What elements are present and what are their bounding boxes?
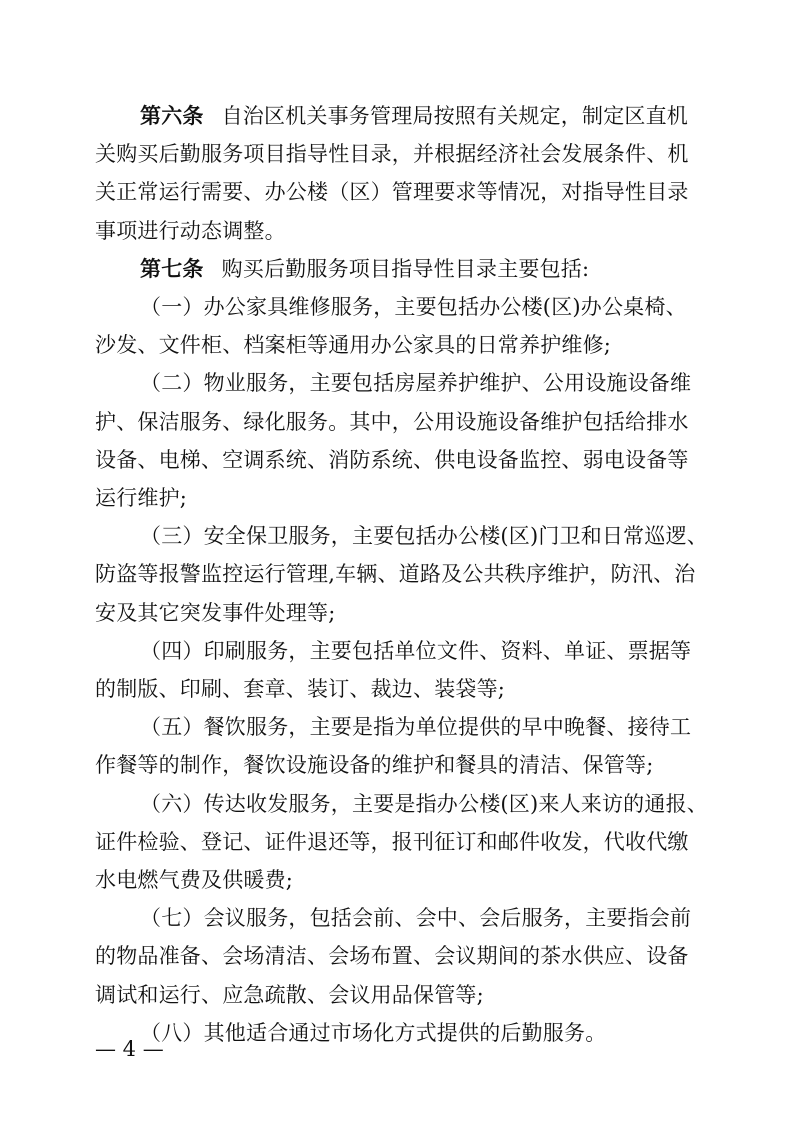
item3-line-3: 安及其它突发事件处理等;: [95, 601, 336, 625]
article7-intro: 购买后勤服务项目指导性目录主要包括:: [221, 257, 590, 281]
item4-line-2: 的制版、印刷、套章、装订、裁边、装袋等;: [95, 677, 506, 701]
item2-line-3: 设备、电梯、空调系统、消防系统、供电设备监控、弱电设备等: [95, 448, 689, 472]
item5-line-2: 作餐等的制作，餐饮设施设备的维护和餐具的清洁、保管等;: [95, 753, 654, 777]
page-number: — 4 —: [95, 1037, 164, 1061]
item7-line-2: 的物品准备、会场清洁、会场布置、会议期间的茶水供应、设备: [95, 944, 689, 968]
article6-line-4: 事项进行动态调整。: [95, 219, 286, 243]
item5-line-1: （五）餐饮服务，主要是指为单位提供的早中晚餐、接待工: [140, 715, 692, 739]
item6-line-2: 证件检验、登记、证件退还等，报刊征订和邮件收发，代收代缴: [95, 830, 689, 854]
item4-line-1: （四）印刷服务，主要包括单位文件、资料、单证、票据等: [140, 639, 692, 663]
article6-text-1: 自治区机关事务管理局按照有关规定，制定区直机: [221, 104, 689, 128]
article7-line-1: [140, 249, 793, 289]
item7-line-1: （七）会议服务，包括会前、会中、会后服务，主要指会前: [140, 906, 692, 930]
item2-line-1: （二）物业服务，主要包括房屋养护维护、公用设施设备维: [140, 371, 692, 395]
item8-line-1: （八）其他适合通过市场化方式提供的后勤服务。: [140, 1021, 607, 1045]
item1-line-1: （一）办公家具维修服务，主要包括办公楼(区)办公桌椅、: [140, 295, 687, 319]
article7-heading: 第七条: [140, 256, 204, 281]
article6-heading: 第六条: [140, 103, 204, 128]
item7-line-3: 调试和运行、应急疏散、会议用品保管等;: [95, 983, 484, 1007]
item2-line-4: 运行维护;: [95, 486, 188, 510]
item6-line-1: （六）传达收发服务，主要是指办公楼(区)来人来访的通报、: [140, 792, 708, 816]
item3-line-2: 防盗等报警监控运行管理,车辆、道路及公共秩序维护，防汛、治: [95, 562, 696, 586]
article6-line-2: 关购买后勤服务项目指导性目录，并根据经济社会发展条件、机: [95, 142, 689, 166]
article6-line-1: [140, 96, 793, 136]
item2-line-2: 护、保洁服务、绿化服务。其中，公用设施设备维护包括给排水: [95, 410, 689, 434]
article6-line-3: 关正常运行需要、办公楼（区）管理要求等情况，对指导性目录: [95, 180, 689, 204]
item1-line-2: 沙发、文件柜、档案柜等通用办公家具的日常养护维修;: [95, 333, 612, 357]
item3-line-1: （三）安全保卫服务，主要包括办公楼(区)门卫和日常巡逻、: [140, 524, 708, 548]
item6-line-3: 水电燃气费及供暖费;: [95, 868, 294, 892]
